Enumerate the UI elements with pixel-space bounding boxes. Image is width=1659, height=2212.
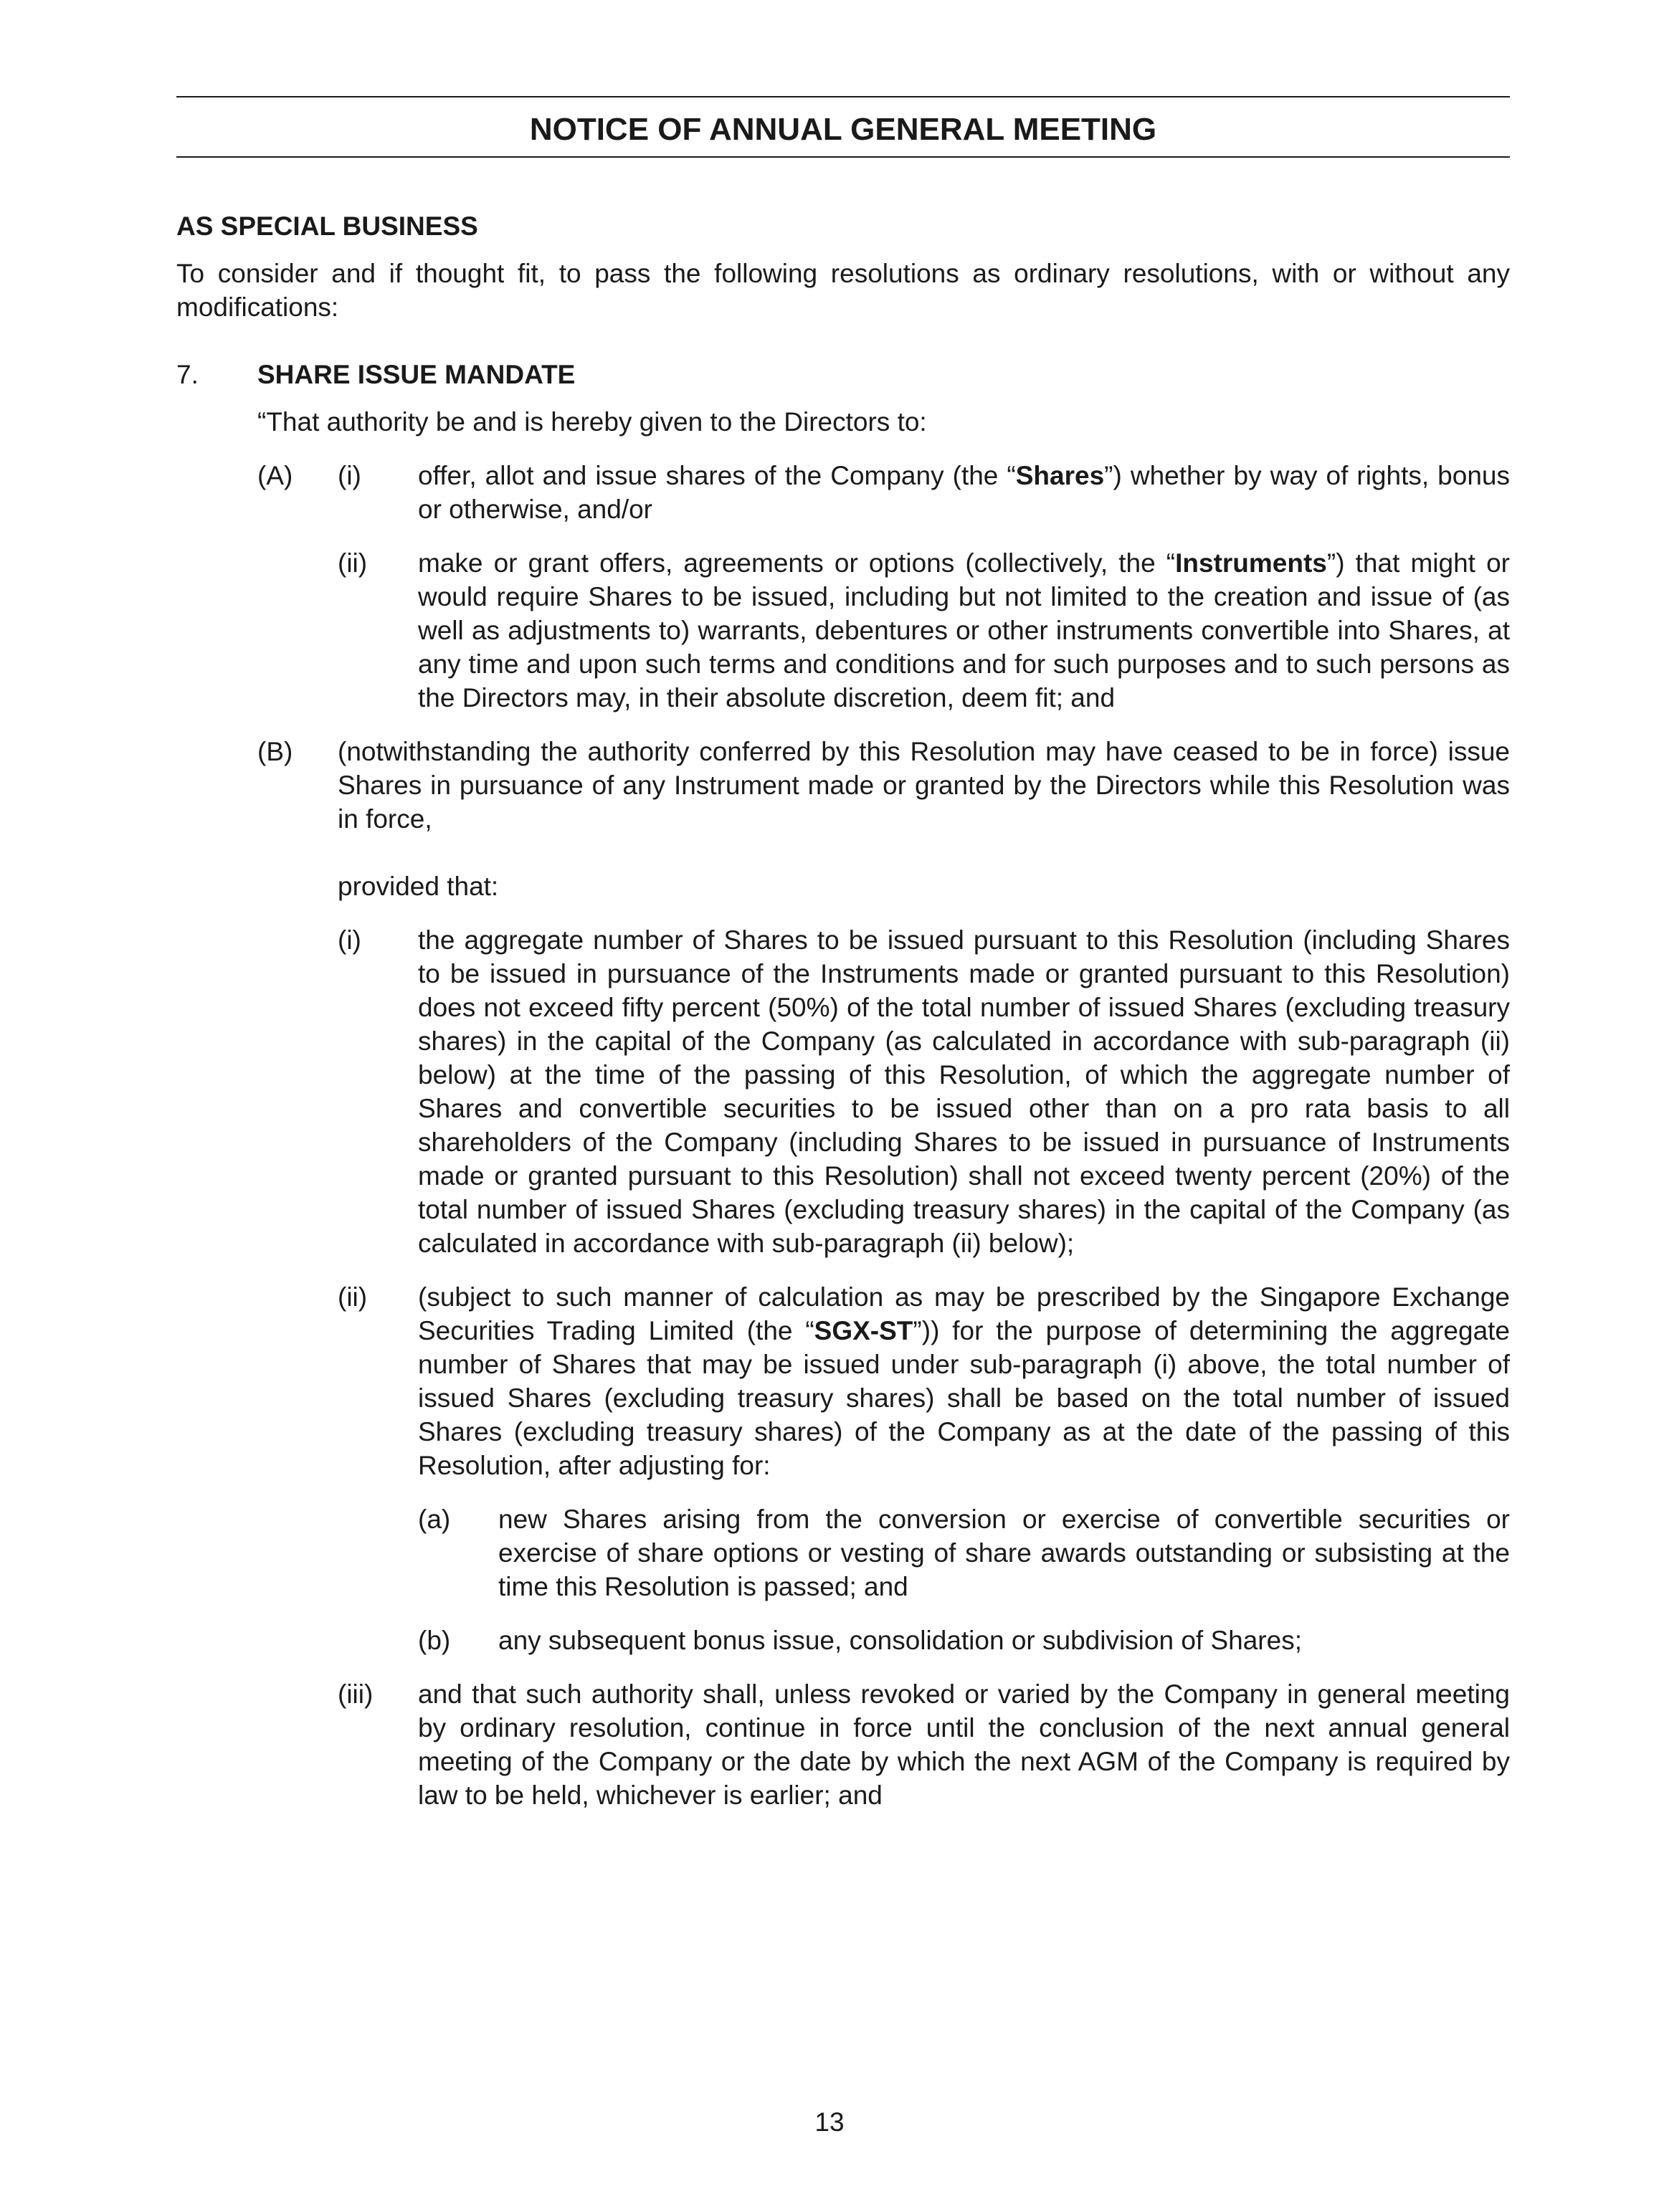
defined-term: SGX-ST bbox=[814, 1316, 913, 1345]
clause-label: (A) bbox=[257, 461, 293, 490]
section-heading: AS SPECIAL BUSINESS bbox=[176, 211, 478, 241]
proviso-ii-a bbox=[418, 1502, 1510, 1603]
header-bottom-rule bbox=[176, 156, 1510, 158]
sub-label: (i) bbox=[338, 461, 361, 490]
clause-A bbox=[257, 459, 1510, 715]
sub-text: offer, allot and issue shares of the Company (the “Shares”) whether by way of rights, bonus or otherwise, and/or bbox=[418, 461, 1510, 524]
defined-term: Shares bbox=[1015, 461, 1105, 490]
clause-A-ii bbox=[338, 546, 1510, 715]
document-page bbox=[176, 96, 1510, 1812]
page-title: NOTICE OF ANNUAL GENERAL MEETING bbox=[529, 112, 1157, 147]
sub-label: (iii) bbox=[338, 1679, 374, 1709]
item-7-heading-row bbox=[176, 358, 1510, 391]
sub-text: (subject to such manner of calculation as may be prescribed by the Singapore Exchange Securities Trading Limited (the “SGX-ST”)) for the purpose of determining the aggregate number of Shares that may be issued under sub-paragraph (i) above, the total number of issued Shares (excluding treasury shares) shall be based on the total number of issued Shares (excluding treasury shares) of the Company as at the date of the passing of this Resolution, after adjusting for: bbox=[418, 1282, 1510, 1480]
sub-sub-text: new Shares arising from the conversion or exercise of convertible securities or exercise of share options or vesting of share awards outstanding or subsisting at the time this Resolution is passed; and bbox=[498, 1505, 1510, 1601]
defined-term: Instruments bbox=[1175, 548, 1327, 578]
section-intro: To consider and if thought fit, to pass the following resolutions as ordinary resolutions, with or without any modifications: bbox=[176, 259, 1510, 322]
proviso-iii bbox=[338, 1677, 1510, 1812]
provided-that: provided that: bbox=[338, 872, 499, 901]
item-number: 7. bbox=[176, 360, 199, 389]
proviso-ii-b bbox=[418, 1624, 1510, 1657]
sub-text: the aggregate number of Shares to be issued pursuant to this Resolution (including Shares to be issued in pursuance of the Instruments made or granted pursuant to this Resolution) does not exceed fifty percent (50%) of the total number of issued Shares (excluding treasury shares) in the capital of the Company (as calculated in accordance with sub-paragraph (ii) below) at the time of the passing of this Resolution, of which the aggregate number of Shares and convertible securities to be issued other than on a pro rata basis to all shareholders of the Company (including Shares to be issued in pursuance of Instruments made or granted pursuant to this Resolution) shall not exceed twenty percent (20%) of the total number of issued Shares (excluding treasury shares) in the capital of the Company (as calculated in accordance with sub-paragraph (ii) below); bbox=[418, 925, 1510, 1258]
sub-sub-label: (a) bbox=[418, 1505, 451, 1534]
clause-A-i bbox=[338, 459, 1510, 526]
sub-text: and that such authority shall, unless revoked or varied by the Company in general meeting by ordinary resolution, continue in force until the conclusion of the next annual general meeting of the Company or the date by which the next AGM of the Company is required by law to be held, whichever is earlier; and bbox=[418, 1679, 1510, 1810]
sub-text: make or grant offers, agreements or options (collectively, the “Instruments”) that might or would require Shares to be issued, including but not limited to the creation and issue of (as well as adjustments to) warrants, debentures or other instruments convertible into Shares, at any time and upon such terms and conditions and for such purposes and to such persons as the Directors may, in their absolute discretion, deem fit; and bbox=[418, 548, 1510, 712]
sub-label: (ii) bbox=[338, 548, 368, 578]
sub-label: (ii) bbox=[338, 1282, 368, 1312]
page-number: 13 bbox=[814, 2107, 845, 2137]
item-title: SHARE ISSUE MANDATE bbox=[257, 360, 576, 389]
item-lead: “That authority be and is hereby given to the Directors to: bbox=[257, 407, 927, 437]
clause-B bbox=[257, 735, 1510, 836]
clause-label: (B) bbox=[257, 737, 293, 766]
sub-sub-text: any subsequent bonus issue, consolidation or subdivision of Shares; bbox=[498, 1626, 1302, 1655]
sub-label: (i) bbox=[338, 925, 361, 955]
proviso-i bbox=[338, 923, 1510, 1260]
clause-text: (notwithstanding the authority conferred by this Resolution may have ceased to be in force) issue Shares in pursuance of any Instrument made or granted by the Directors while this Resolution was in force, bbox=[338, 737, 1510, 834]
sub-sub-label: (b) bbox=[418, 1626, 451, 1655]
proviso-ii bbox=[338, 1280, 1510, 1657]
